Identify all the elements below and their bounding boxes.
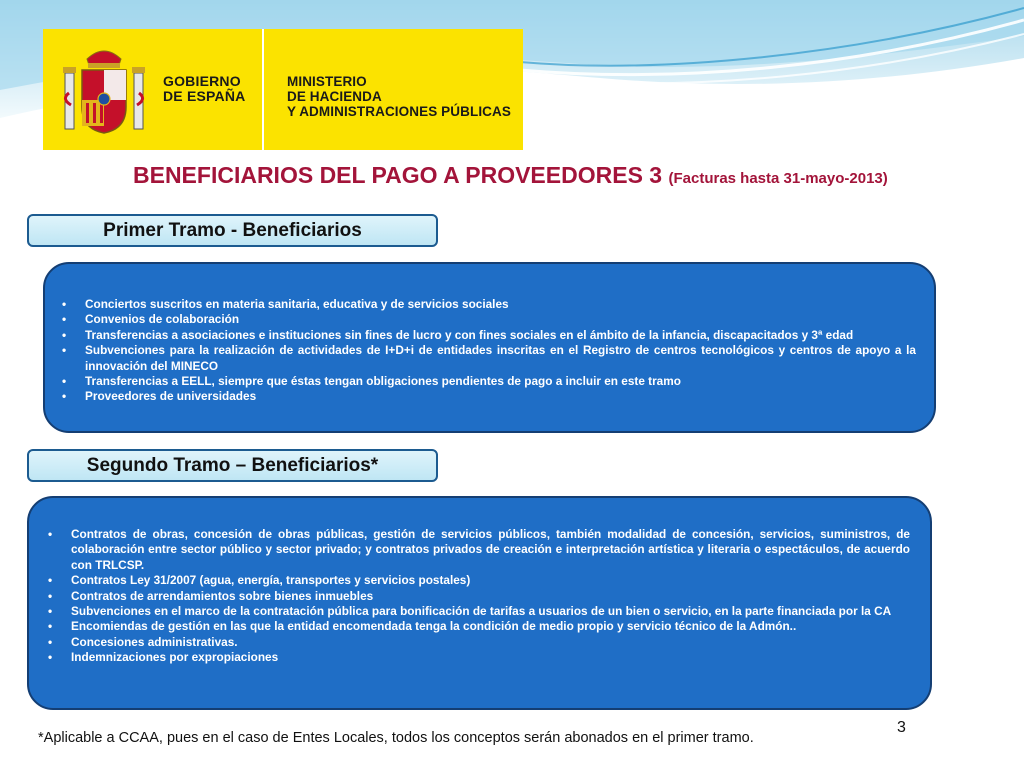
page-title [133, 162, 993, 189]
list-item: • Indemnizaciones por expropiaciones [46, 650, 910, 665]
tramo2-heading: Segundo Tramo – Beneficiarios* [27, 449, 438, 482]
tramo2-list [46, 527, 910, 666]
list-item: • Convenios de colaboración [60, 312, 916, 327]
tramo1-list [60, 297, 916, 405]
ministry-name [287, 74, 511, 119]
list-item: • Conciertos suscritos en materia sanitaria, educativa y de servicios sociales [60, 297, 916, 312]
tramo1-heading: Primer Tramo - Beneficiarios [27, 214, 438, 247]
tramo1-panel [43, 262, 936, 433]
ministry-line-2: DE HACIENDA [287, 89, 382, 104]
ministry-line-1: MINISTERIO [287, 74, 367, 89]
list-item: • Contratos Ley 31/2007 (agua, energía, transportes y servicios postales) [46, 573, 910, 588]
coat-of-arms-icon [63, 43, 145, 135]
government-name [163, 74, 245, 104]
list-item: • Contratos de obras, concesión de obras públicas, gestión de servicios públicos, también modalidad de concesión, servicios, suministros, de colaboración entre sector público y sector privado; y contratos privados de creación e interpretación artística y literaria o espectáculos, de acuerdo con TRLCSP. [46, 527, 910, 573]
list-item: • Subvenciones en el marco de la contratación pública para bonificación de tarifas a usuarios de un bien o servicio, en la parte financiada por la CA [46, 604, 910, 619]
list-item: • Encomiendas de gestión en las que la entidad encomendada tenga la condición de medio propio y servicio técnico de la Admón.. [46, 619, 910, 634]
list-item: • Transferencias a asociaciones e instituciones sin fines de lucro y con fines sociales en el ámbito de la infancia, discapacitados y 3ª edad [60, 328, 916, 343]
footnote: *Aplicable a CCAA, pues en el caso de Entes Locales, todos los conceptos serán abonados en el primer tramo. [38, 730, 754, 746]
list-item: • Transferencias a EELL, siempre que éstas tengan obligaciones pendientes de pago a incluir en este tramo [60, 374, 916, 389]
gov-line-1: GOBIERNO [163, 73, 241, 89]
title-subtitle: (Facturas hasta 31-mayo-2013) [668, 170, 888, 187]
list-item: • Concesiones administrativas. [46, 635, 910, 650]
tramo2-panel [27, 496, 932, 710]
page-number: 3 [897, 719, 906, 736]
list-item: • Contratos de arrendamientos sobre bienes inmuebles [46, 589, 910, 604]
gov-line-2: DE ESPAÑA [163, 88, 246, 104]
government-logo-block [43, 29, 523, 150]
ministry-line-3: Y ADMINISTRACIONES PÚBLICAS [287, 104, 511, 119]
logo-separator [262, 29, 264, 150]
title-main: BENEFICIARIOS DEL PAGO A PROVEEDORES 3 [133, 162, 663, 188]
list-item: • Proveedores de universidades [60, 389, 916, 404]
list-item: • Subvenciones para la realización de actividades de I+D+i de entidades inscritas en el Registro de centros tecnológicos y centros de apoyo a la innovación del MINECO [60, 343, 916, 374]
